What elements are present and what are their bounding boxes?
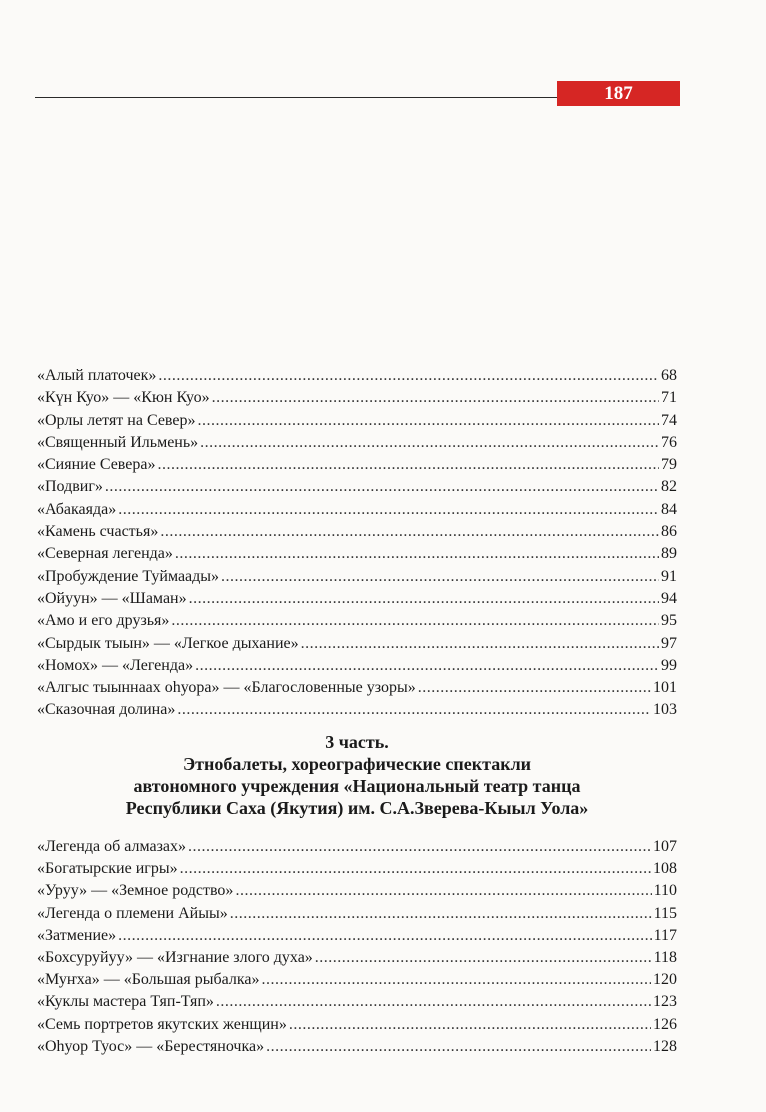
toc-entry-page: 95 [661, 612, 677, 630]
toc-entry-title: «Сияние Севера» [37, 456, 156, 474]
toc-entry-title: «Амо и его друзья» [37, 612, 170, 630]
toc-entry[interactable] [37, 880, 677, 902]
toc-entry-page: 108 [653, 860, 677, 878]
dot-leader [266, 1036, 651, 1058]
toc-entry-title: «Священный Ильмень» [37, 433, 199, 451]
section-heading-line: Этнобалеты, хореографические спектакли [182, 754, 532, 774]
toc-entry-title: «Куклы мастера Тяп-Тяп» [37, 993, 214, 1011]
toc-list-second [37, 836, 677, 1058]
toc-entry-title: «Уруу» — «Земное родство» [37, 882, 234, 900]
toc-entry-title: «Подвиг» [37, 478, 103, 496]
toc-entry-title: «Легенда об алмазах» [37, 838, 187, 855]
toc-entry-page: 76 [661, 433, 677, 451]
section-heading-part: 3 часть. [325, 732, 389, 752]
dot-leader [200, 432, 659, 454]
dot-leader [157, 454, 659, 476]
toc-entry[interactable] [37, 633, 677, 655]
dot-leader [171, 610, 659, 632]
dot-leader [195, 655, 659, 677]
toc-entry-page: 126 [653, 1015, 677, 1033]
toc-entry-page: 97 [661, 634, 677, 652]
toc-entry-page: 115 [653, 904, 677, 922]
toc-entry-page: 71 [661, 389, 677, 407]
toc-entry[interactable] [37, 858, 677, 880]
toc-entry[interactable] [37, 1014, 677, 1036]
toc-entry-page: 94 [661, 589, 677, 607]
dot-leader [189, 588, 659, 610]
toc-entry[interactable] [37, 1036, 677, 1058]
header-rule [35, 97, 565, 98]
toc-entry-title: «Пробуждение Туймаады» [37, 567, 220, 585]
toc-entry-title: «Орлы летят на Север» [37, 411, 196, 429]
dot-leader [212, 387, 659, 409]
toc-entry-page: 103 [653, 701, 677, 719]
toc-entry-title: «Муҥха» — «Большая рыбалка» [37, 971, 260, 989]
toc-entry-title: «Богатырские игры» [37, 860, 178, 878]
toc-entry-page: 107 [653, 838, 677, 855]
toc-entry-title: «Камень счастья» [37, 523, 159, 541]
toc-entry-page: 68 [661, 367, 677, 384]
toc-entry-page: 128 [653, 1037, 677, 1055]
toc-entry-page: 82 [661, 478, 677, 496]
toc-entry[interactable] [37, 655, 677, 677]
toc-entry-title: «Номох» — «Легенда» [37, 656, 194, 674]
toc-entry[interactable] [37, 432, 677, 454]
toc-entry-title: «Легенда о племени Айыы» [37, 904, 228, 922]
dot-leader [118, 499, 659, 521]
toc-entry-title: «Бохсуруйуу» — «Изгнание злого духа» [37, 948, 313, 966]
toc-entry-title: «Сказочная долина» [37, 701, 176, 719]
toc-entry[interactable] [37, 836, 677, 858]
toc-entry-title: «Северная легенда» [37, 545, 173, 563]
dot-leader [158, 365, 659, 387]
toc-entry[interactable] [37, 947, 677, 969]
toc-entry-title: «Алый платочек» [37, 367, 157, 384]
dot-leader [180, 858, 651, 880]
toc-entry[interactable] [37, 566, 677, 588]
toc-entry[interactable] [37, 521, 677, 543]
toc-entry-page: 91 [661, 567, 677, 585]
toc-entry[interactable] [37, 925, 677, 947]
toc-entry-page: 99 [661, 656, 677, 674]
dot-leader [301, 633, 659, 655]
toc-entry-page: 110 [653, 882, 677, 900]
toc-entry-page: 79 [661, 456, 677, 474]
toc-entry-page: 84 [661, 500, 677, 518]
section-heading-line: Республики Саха (Якутия) им. С.А.Зверева-Кыыл Уола» [125, 798, 589, 818]
dot-leader [261, 969, 651, 991]
toc-entry-title: «Затмение» [37, 926, 117, 944]
toc-entry[interactable] [37, 991, 677, 1013]
dot-leader [315, 947, 652, 969]
toc-entry[interactable] [37, 588, 677, 610]
toc-entry[interactable] [37, 543, 677, 565]
section-heading [37, 731, 677, 819]
section-heading-line: автономного учреждения «Национальный театр танца [133, 776, 581, 796]
toc-entry[interactable] [37, 387, 677, 409]
toc-list-first [37, 365, 677, 722]
toc-entry[interactable] [37, 903, 677, 925]
dot-leader [160, 521, 659, 543]
dot-leader [418, 677, 651, 699]
toc-entry[interactable] [37, 699, 677, 721]
dot-leader [230, 903, 652, 925]
toc-entry-title: «Күн Куо» — «Кюн Куо» [37, 389, 210, 407]
toc-entry[interactable] [37, 610, 677, 632]
toc-entry[interactable] [37, 499, 677, 521]
dot-leader [105, 476, 659, 498]
dot-leader [289, 1014, 651, 1036]
toc-entry-page: 89 [661, 545, 677, 563]
toc-entry-title: «Оhуор Туос» — «Берестяночка» [37, 1037, 265, 1055]
toc-entry-title: «Алгыс тыыннаах оhуора» — «Благословенные узоры» [37, 679, 416, 697]
dot-leader [175, 543, 659, 565]
dot-leader [235, 880, 651, 902]
toc-entry[interactable] [37, 677, 677, 699]
toc-entry-title: «Абакаяда» [37, 500, 117, 518]
dot-leader [198, 410, 660, 432]
toc-entry[interactable] [37, 454, 677, 476]
toc-entry-title: «Сырдык тыын» — «Легкое дыхание» [37, 634, 299, 652]
toc-entry-title: «Семь портретов якутских женщин» [37, 1015, 287, 1033]
dot-leader [188, 836, 651, 858]
toc-entry-page: 117 [653, 926, 677, 944]
dot-leader [177, 699, 651, 721]
toc-entry-page: 101 [653, 679, 677, 697]
toc-entry-page: 120 [653, 971, 677, 989]
toc-entry-title: «Ойуун» — «Шаман» [37, 589, 187, 607]
toc-entry[interactable] [37, 410, 677, 432]
toc-entry-page: 74 [661, 411, 677, 429]
toc-entry[interactable] [37, 969, 677, 991]
toc-entry-page: 123 [653, 993, 677, 1011]
toc-entry[interactable] [37, 365, 677, 387]
dot-leader [118, 925, 651, 947]
toc-entry[interactable] [37, 476, 677, 498]
toc-entry-page: 118 [653, 948, 677, 966]
dot-leader [221, 566, 659, 588]
page-number: 187 [557, 81, 680, 106]
toc-entry-page: 86 [661, 523, 677, 541]
dot-leader [216, 991, 651, 1013]
